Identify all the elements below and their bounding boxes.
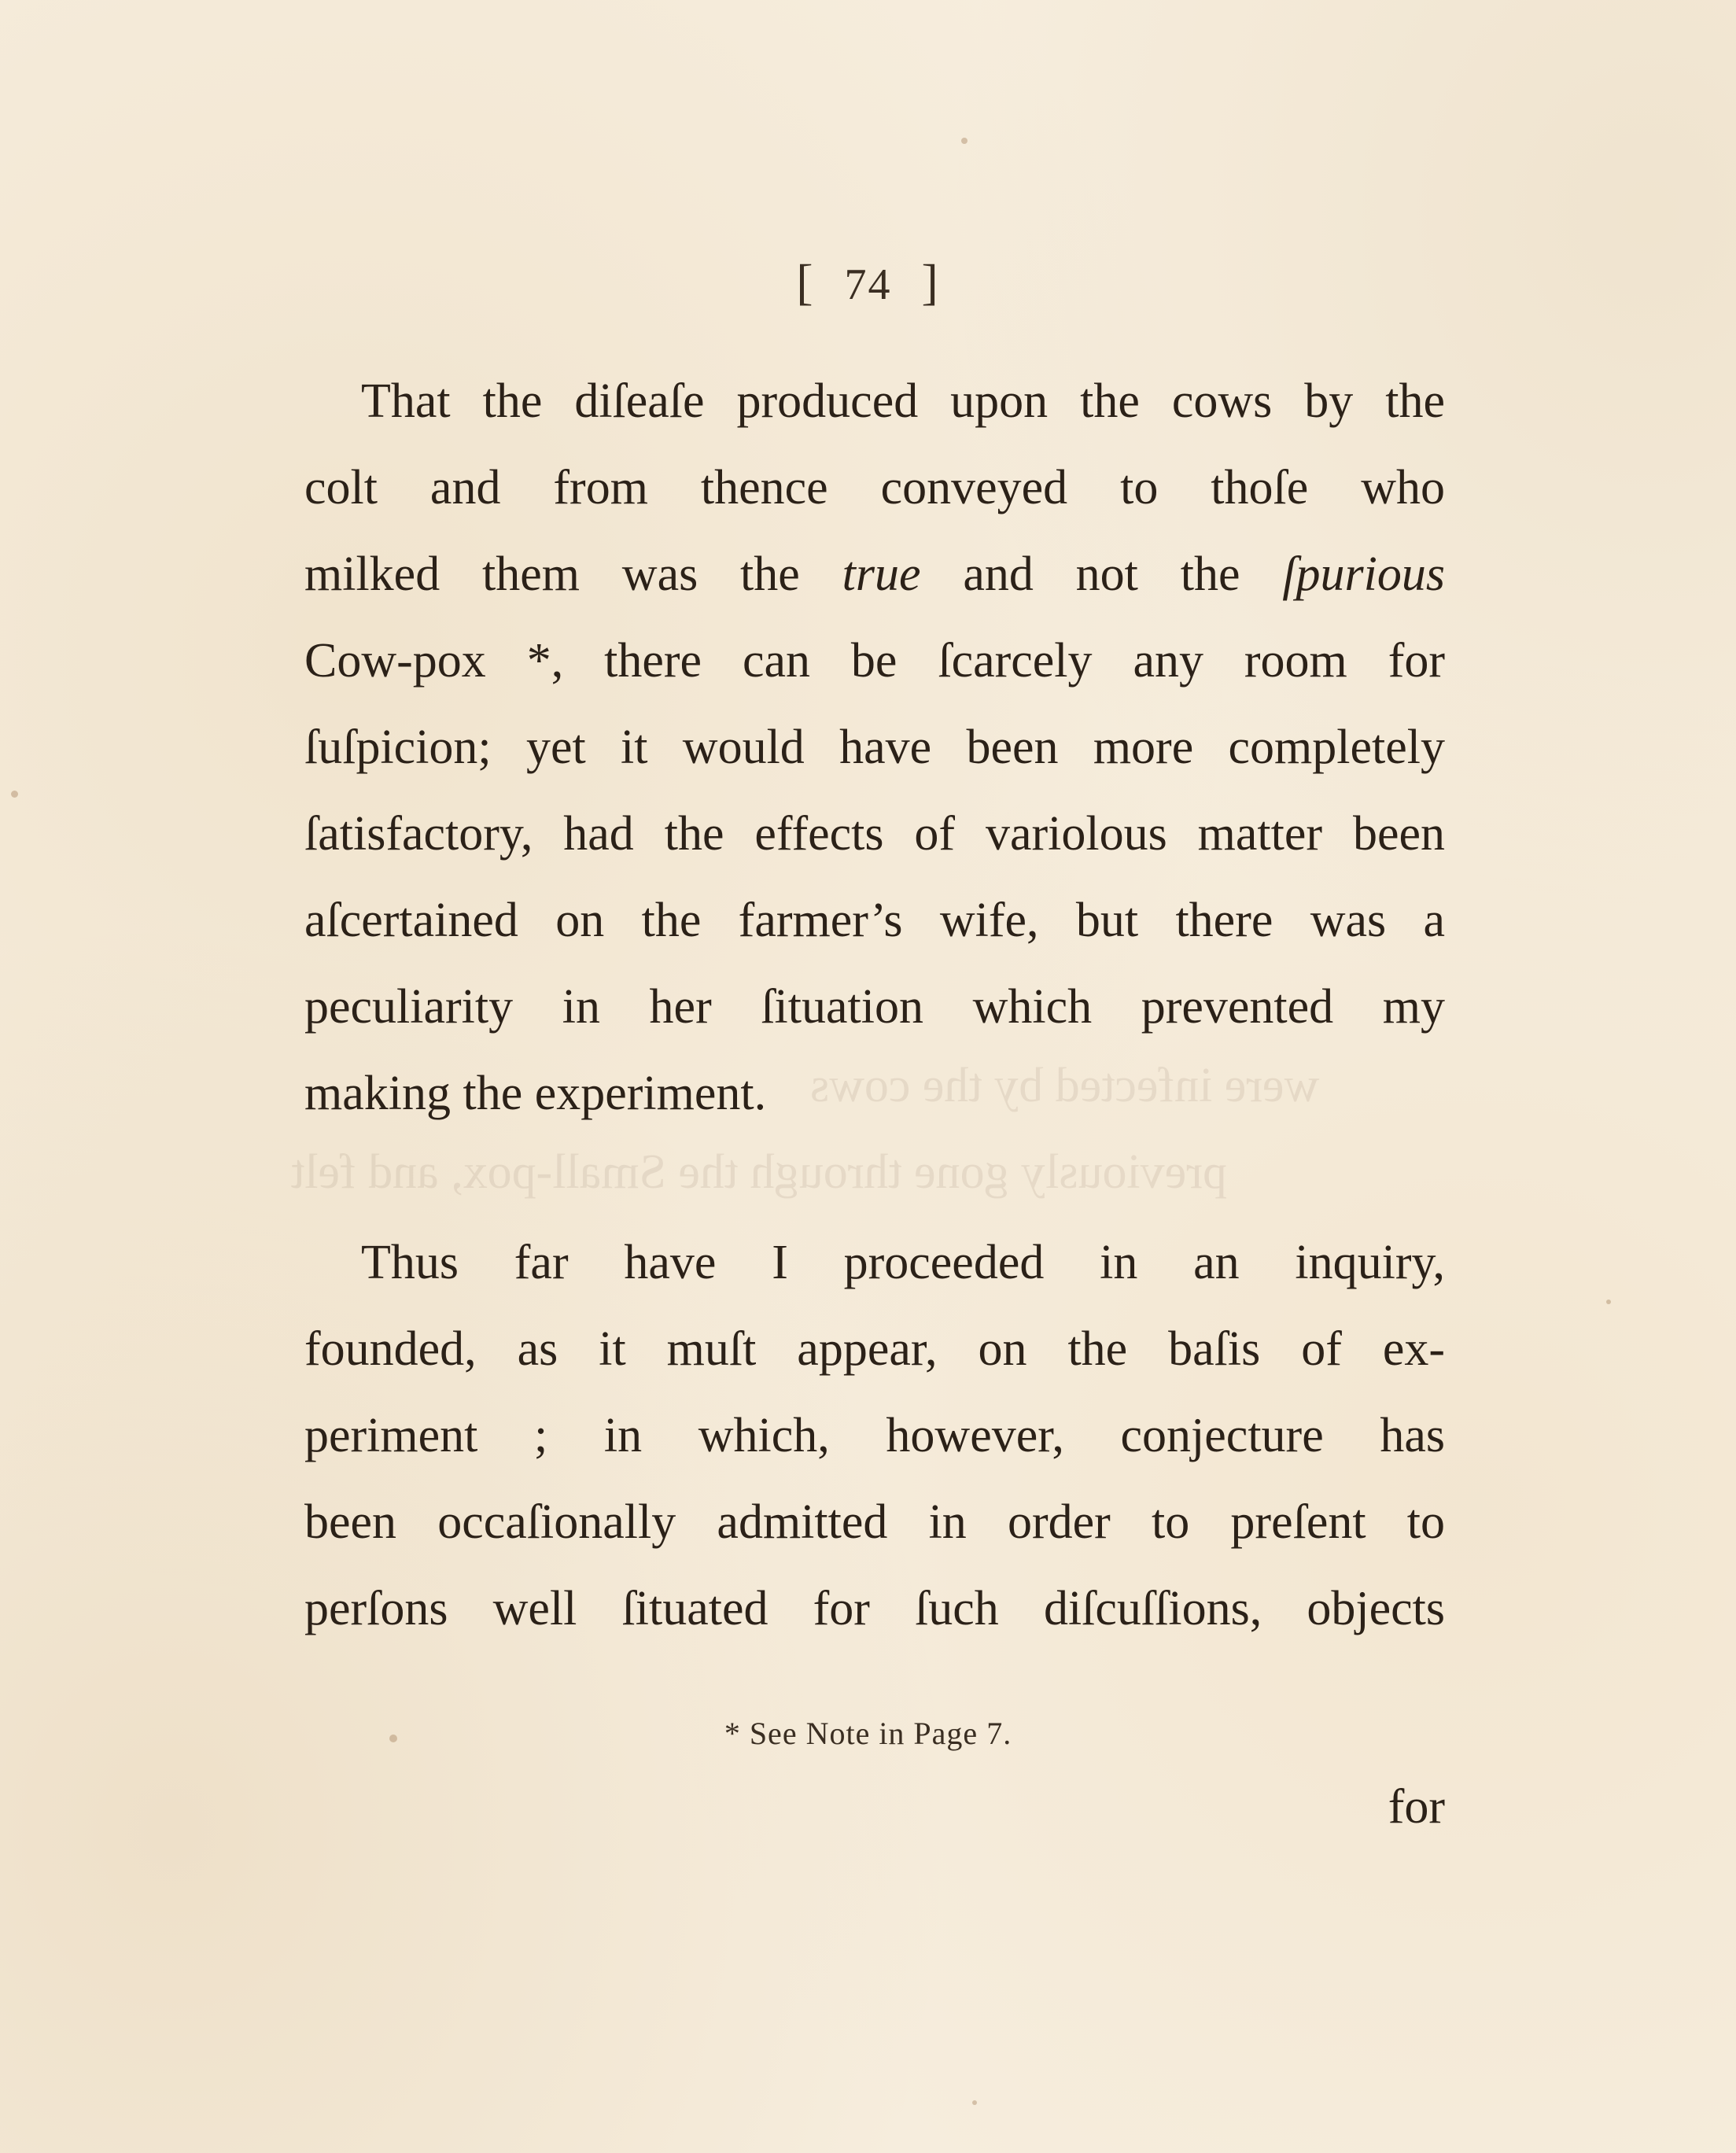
- text-line: Cow-pox *, there can be ſcarcely any room for: [304, 634, 1445, 688]
- page-number-open-bracket: [: [796, 254, 815, 310]
- text-line: been occaſionally admitted in order to preſent to: [304, 1495, 1445, 1549]
- text-line: periment ; in which, however, conjecture has: [304, 1409, 1445, 1462]
- text-line: [304, 1219, 1445, 1306]
- text-line-content: Thus far have I proceeded in an inquiry,: [361, 1236, 1445, 1289]
- catchword: for: [1388, 1780, 1445, 1834]
- paper-speck: [961, 138, 968, 144]
- page-number: [0, 253, 1736, 312]
- show-through-text: were infected by the cows: [810, 1059, 1320, 1112]
- paper-speck: [972, 2100, 977, 2105]
- show-through-text: previously gone through the Small-pox, and felt: [291, 1145, 1227, 1199]
- paragraph-2: [304, 1219, 1445, 1652]
- text-line: peculiarity in her ſituation which prevented my: [304, 980, 1445, 1034]
- text-line: colt and from thence conveyed to thoſe who: [304, 461, 1445, 514]
- page-number-value: 74: [844, 260, 892, 309]
- text-line-content: milked them was the: [304, 547, 800, 601]
- text-line: founded, as it muſt appear, on the baſis of ex-: [304, 1322, 1445, 1376]
- footnote: * See Note in Page 7.: [724, 1716, 1012, 1751]
- text-line: [304, 358, 1445, 444]
- italic-word: true: [842, 547, 921, 601]
- paper-speck: [11, 791, 18, 798]
- text-line: making the experiment.: [304, 1067, 767, 1120]
- text-line: perſons well ſituated for ſuch diſcuſſions, objects: [304, 1582, 1445, 1635]
- text-line: ſatisfactory, had the effects of variolous matter been: [304, 807, 1445, 861]
- text-line: [304, 531, 1445, 618]
- italic-word: ſpurious: [1282, 547, 1446, 601]
- text-line-content: and not the: [963, 547, 1240, 601]
- paper-speck: [1606, 1300, 1611, 1304]
- text-line: ſuſpicion; yet it would have been more completely: [304, 721, 1445, 774]
- paragraph-1: [304, 358, 1445, 1137]
- page-number-close-bracket: ]: [921, 254, 940, 310]
- text-line-content: That the diſeaſe produced upon the cows by the: [361, 374, 1445, 428]
- text-line: aſcertained on the farmer’s wife, but there was a: [304, 894, 1445, 947]
